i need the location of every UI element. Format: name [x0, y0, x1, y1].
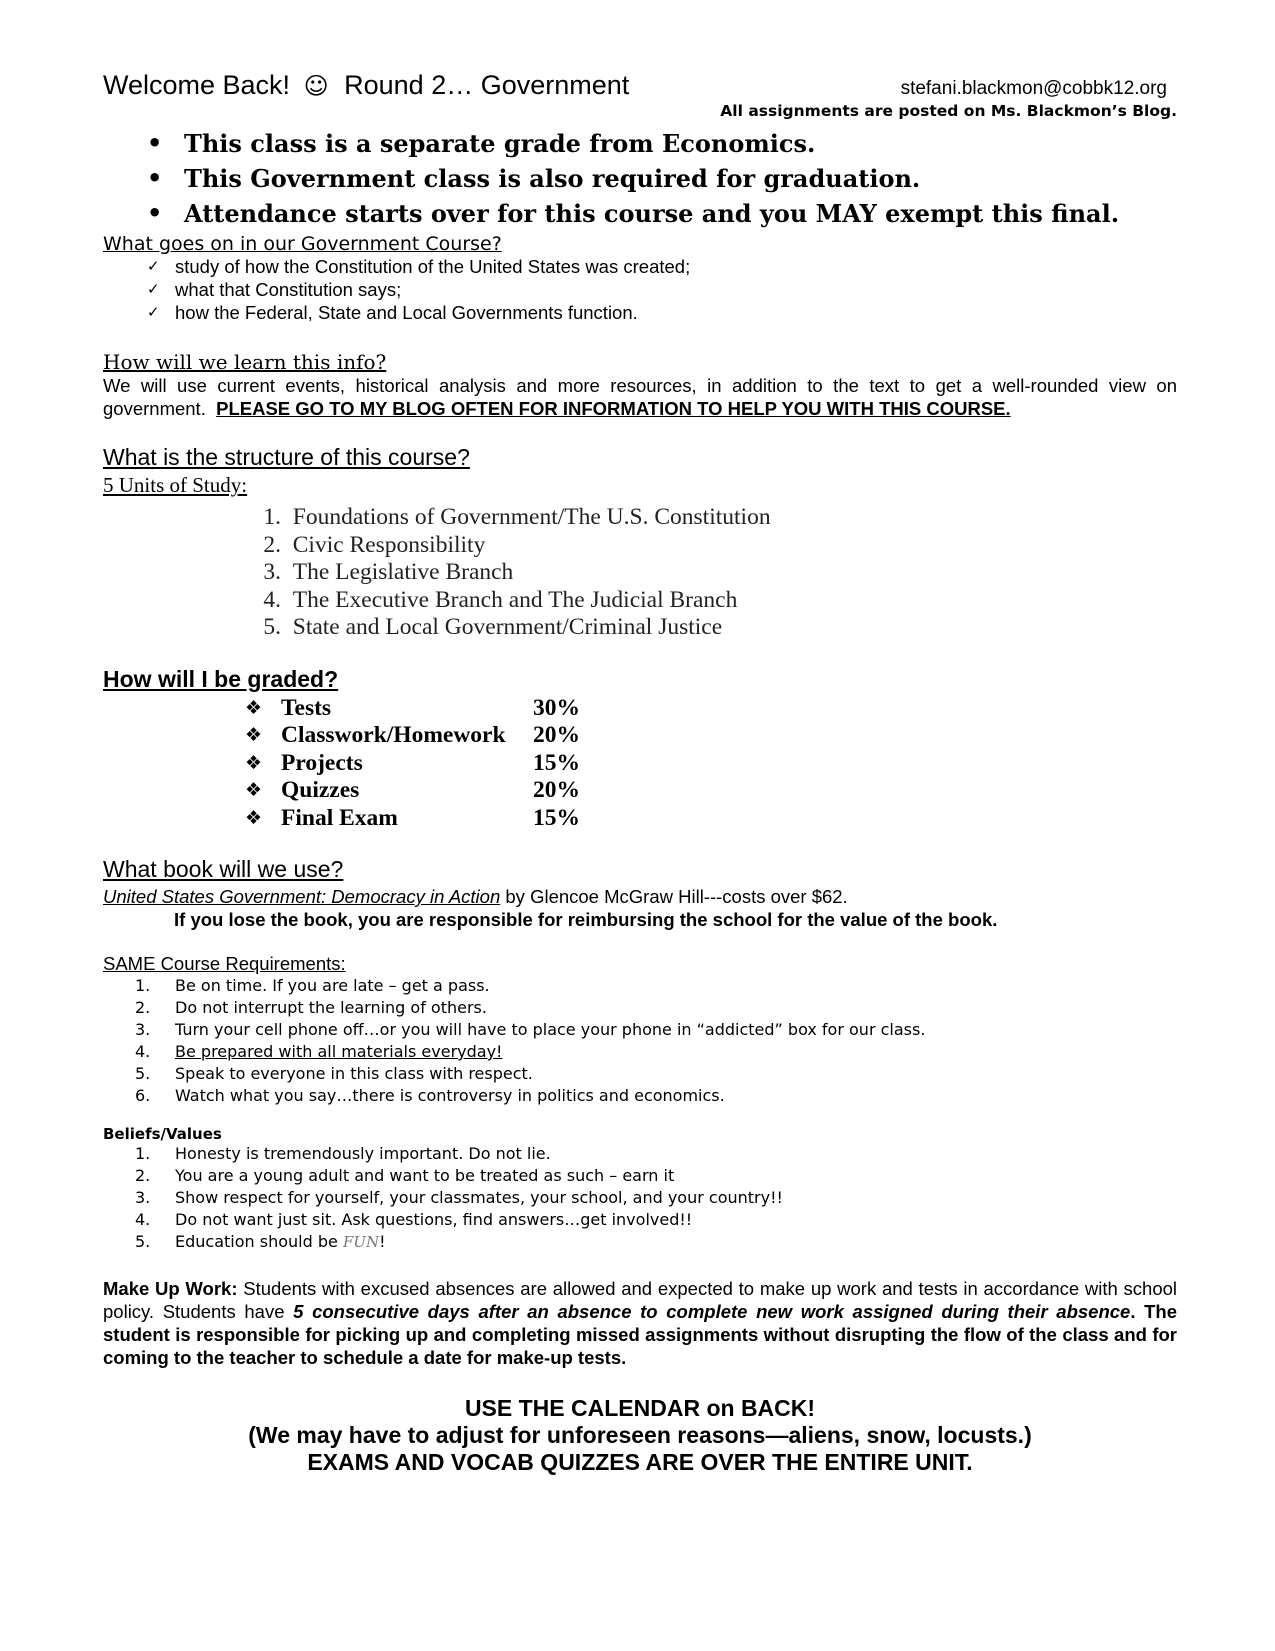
checkmark-icon: ✓	[147, 257, 160, 275]
course-list	[103, 255, 1177, 324]
diamond-bullet-icon: ❖	[245, 724, 263, 746]
list-item	[147, 301, 1177, 324]
book-title: United States Government: Democracy in Action	[103, 886, 501, 907]
unit-text: The Legislative Branch	[292, 559, 514, 585]
email-address: stefani.blackmon@cobbk12.org	[900, 78, 1167, 99]
list-item: 3. The Legislative Branch	[263, 559, 514, 585]
grade-weight: 20%	[533, 777, 580, 803]
structure-heading: What is the structure of this course?	[103, 444, 470, 470]
requirement-text: Be on time. If you are late – get a pass.	[175, 976, 490, 995]
checkmark-icon: ✓	[147, 280, 160, 298]
beliefs-heading: Beliefs/Values	[103, 1125, 222, 1143]
requirement-text: Speak to everyone in this class with respect.	[175, 1064, 533, 1083]
belief-prefix: Education should be	[175, 1232, 338, 1251]
course-heading: What goes on in our Government Course?	[103, 233, 502, 255]
checkmark-icon: ✓	[147, 303, 160, 321]
syllabus-page	[103, 70, 1177, 1476]
belief-text: Show respect for yourself, your classmates, your school, and your country!!	[175, 1188, 783, 1207]
closing-line: (We may have to adjust for unforeseen reasons—aliens, snow, locusts.)	[248, 1422, 1032, 1448]
makeup-text: Students with excused absences are allowed and expected to make up work and tests in accordance with school policy. Students have	[103, 1278, 1178, 1322]
unit-text: State and Local Government/Criminal Justice	[292, 614, 723, 640]
makeup-text-bold: . The student is responsible for picking up and completing missed assignments without disrupting the flow of the class and for coming to the teacher to schedule a date for make-up tests.	[103, 1301, 1178, 1368]
requirements-list	[103, 975, 1177, 1107]
grade-weight: 20%	[533, 722, 580, 748]
grading-list	[103, 695, 1177, 833]
list-item-text: what that Constitution says;	[175, 279, 402, 300]
grade-weight: 15%	[533, 804, 580, 831]
book-line	[103, 885, 1177, 908]
book-heading: What book will we use?	[103, 856, 344, 882]
belief-text: You are a young adult and want to be treated as such – earn it	[175, 1166, 675, 1185]
makeup-emphasis: 5 consecutive days after an absence to complete new work assigned during their absence	[293, 1301, 1131, 1322]
requirement-text: Be prepared with all materials everyday!	[175, 1042, 503, 1061]
list-item: 5. Education should be FUN!	[135, 1232, 386, 1251]
list-item: 6. Watch what you say…there is controversy in politics and economics.	[135, 1086, 725, 1105]
units-list	[103, 504, 1177, 642]
list-item: 2. Do not interrupt the learning of others.	[135, 998, 487, 1017]
grade-name: Final Exam	[281, 804, 398, 831]
makeup-paragraph	[103, 1277, 1177, 1369]
closing-line: EXAMS AND VOCAB QUIZZES ARE OVER THE ENTIRE UNIT.	[307, 1449, 973, 1475]
requirements-heading: SAME Course Requirements:	[103, 953, 346, 974]
learn-paragraph	[103, 374, 1177, 420]
intro-bullet-text: This Government class is also required for graduation.	[184, 164, 921, 193]
intro-bullet	[147, 126, 1177, 161]
title-text: Welcome Back!	[103, 70, 291, 100]
intro-bullet-text: Attendance starts over for this course and you MAY exempt this final.	[184, 199, 1120, 228]
grade-name: Tests	[281, 694, 332, 721]
grade-name: Quizzes	[281, 777, 360, 803]
belief-text	[175, 1231, 386, 1253]
list-item: 5. State and Local Government/Criminal Justice	[263, 614, 723, 640]
page-title	[103, 70, 629, 101]
list-item: 4. Do not want just sit. Ask questions, find answers…get involved!!	[135, 1210, 693, 1229]
belief-suffix: !	[379, 1232, 386, 1251]
bullet-icon: •	[147, 199, 163, 227]
unit-text: The Executive Branch and The Judicial Branch	[292, 586, 738, 613]
list-item: 1. Be on time. If you are late – get a pass.	[135, 976, 490, 995]
list-item: 4. Be prepared with all materials everyday!	[135, 1042, 503, 1061]
list-item: 3. Show respect for yourself, your classmates, your school, and your country!!	[135, 1188, 783, 1207]
diamond-bullet-icon: ❖	[245, 806, 263, 829]
makeup-label: Make Up Work:	[103, 1278, 238, 1299]
intro-bullet	[147, 161, 1177, 196]
diamond-bullet-icon: ❖	[245, 751, 263, 774]
list-item-text: study of how the Constitution of the United States was created;	[175, 256, 691, 277]
list-item: 5. Speak to everyone in this class with respect.	[135, 1064, 533, 1083]
requirement-text: Do not interrupt the learning of others.	[175, 998, 487, 1017]
book-warning: If you lose the book, you are responsible for reimbursing the school for the value of the book.	[174, 909, 998, 930]
list-item	[147, 255, 1177, 278]
intro-bullets	[103, 126, 1177, 231]
grading-heading: How will I be graded?	[103, 665, 339, 692]
grade-row	[245, 722, 1177, 750]
book-publisher: by Glencoe McGraw Hill---costs over $62.	[505, 886, 848, 907]
learn-heading: How will we learn this info?	[103, 350, 387, 374]
fun-word: FUN	[342, 1233, 380, 1251]
unit-text: Civic Responsibility	[292, 531, 486, 558]
closing-line: USE THE CALENDAR on BACK!	[464, 1395, 816, 1421]
unit-text: Foundations of Government/The U.S. Constitution	[292, 504, 771, 530]
grade-weight: 30%	[533, 694, 580, 721]
list-item	[147, 278, 1177, 301]
title-rest: Round 2… Government	[344, 70, 630, 100]
smiley-icon: ☺	[303, 72, 329, 100]
list-item: 2. Civic Responsibility	[263, 531, 486, 558]
list-item-text: how the Federal, State and Local Governments function.	[175, 302, 638, 323]
blog-note: All assignments are posted on Ms. Blackmon’s Blog.	[720, 102, 1177, 120]
requirement-text: Turn your cell phone off…or you will have to place your phone in “addicted” box for our class.	[175, 1020, 926, 1039]
list-item: 2. You are a young adult and want to be treated as such – earn it	[135, 1166, 675, 1185]
header	[103, 70, 1177, 104]
diamond-bullet-icon: ❖	[245, 779, 263, 801]
grade-row	[245, 695, 1177, 723]
learn-text: We will use current events, historical analysis and more resources, in addition to the text to get a well-rounded view on government.	[103, 375, 1177, 419]
grade-row	[245, 805, 1177, 833]
grade-name: Classwork/Homework	[281, 722, 506, 748]
bullet-icon: •	[147, 164, 163, 192]
intro-bullet	[147, 196, 1177, 231]
bullet-icon: •	[147, 129, 163, 157]
units-label: 5 Units of Study:	[103, 473, 248, 497]
grade-row	[245, 750, 1177, 778]
list-item: 4. The Executive Branch and The Judicial Branch	[263, 586, 738, 613]
list-item: 1. Honesty is tremendously important. Do not lie.	[135, 1144, 551, 1163]
requirement-text: Watch what you say…there is controversy in politics and economics.	[175, 1086, 725, 1105]
grade-weight: 15%	[533, 749, 580, 776]
belief-text: Do not want just sit. Ask questions, find answers…get involved!!	[175, 1210, 693, 1229]
grade-name: Projects	[281, 749, 363, 776]
list-item: 1. Foundations of Government/The U.S. Constitution	[263, 504, 771, 530]
closing-block	[103, 1395, 1177, 1476]
blog-call: PLEASE GO TO MY BLOG OFTEN FOR INFORMATION TO HELP YOU WITH THIS COURSE.	[216, 398, 1011, 419]
diamond-bullet-icon: ❖	[245, 696, 263, 719]
beliefs-list	[103, 1143, 1177, 1253]
intro-bullet-text: This class is a separate grade from Economics.	[184, 129, 816, 158]
list-item: 3. Turn your cell phone off…or you will have to place your phone in “addicted” box for our class.	[135, 1020, 926, 1039]
belief-text: Honesty is tremendously important. Do not lie.	[175, 1144, 551, 1163]
grade-row	[245, 777, 1177, 805]
